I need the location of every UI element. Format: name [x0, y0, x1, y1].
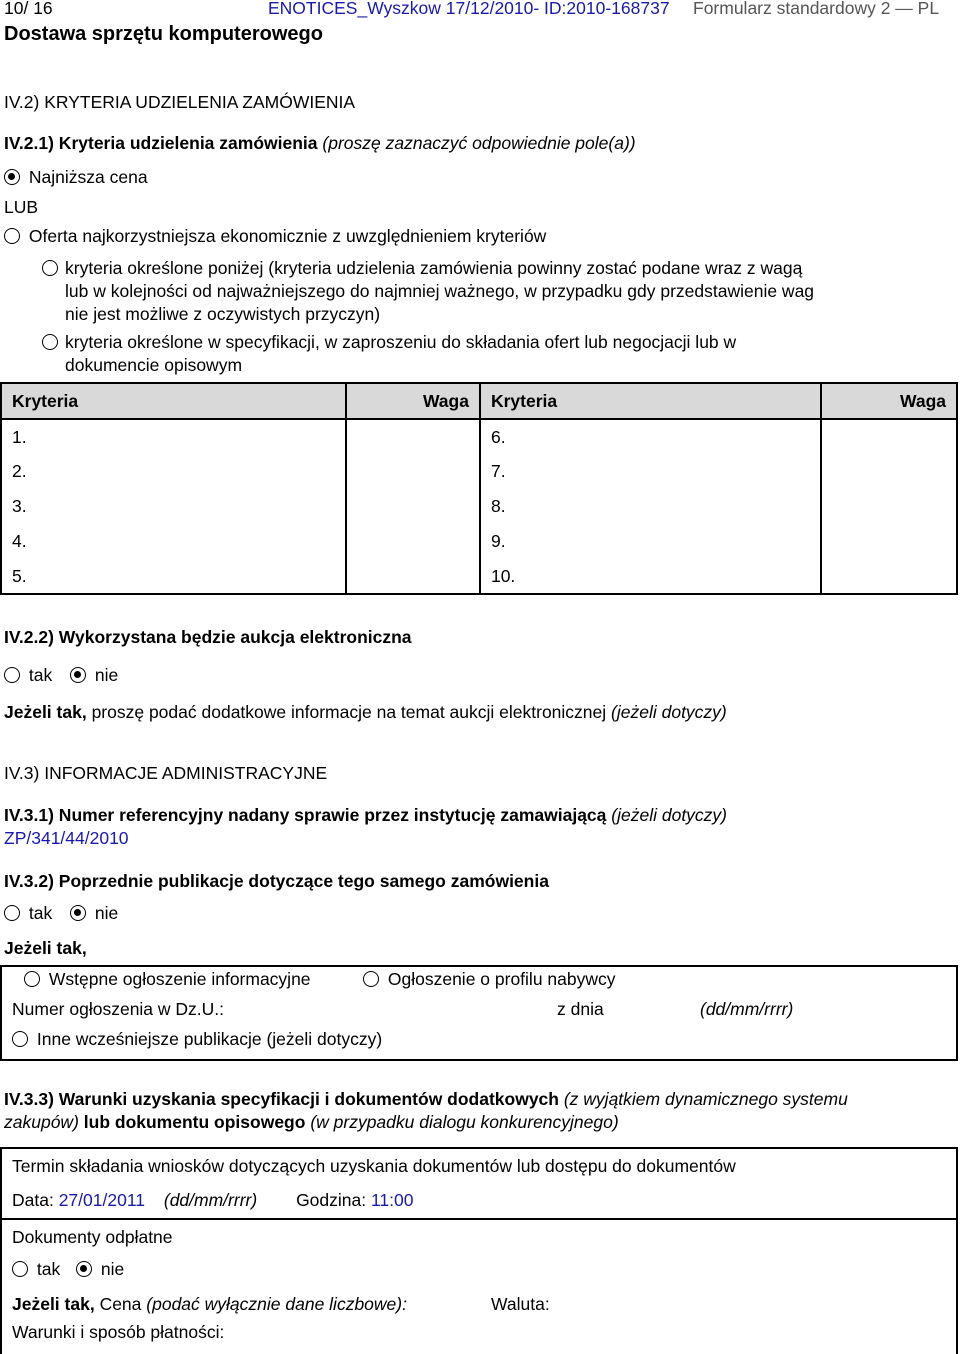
buyer-profile-notice-label: Ogłoszenie o profilu nabywcy: [387, 969, 616, 989]
radio-empty-icon[interactable]: [42, 260, 58, 276]
notice-id: ENOTICES_Wyszkow 17/12/2010- ID:2010-168737: [268, 0, 670, 18]
table-row: [1, 524, 957, 559]
prev-if-yes: Jeżeli tak,: [4, 938, 87, 958]
radio-empty-icon[interactable]: [42, 334, 58, 350]
criteria-number: 7.: [490, 461, 506, 481]
prev-yes-option[interactable]: [4, 903, 52, 924]
criteria-number: 2.: [1, 454, 346, 489]
table-row: [1, 454, 957, 489]
conditions-heading-line2: [4, 1112, 619, 1133]
criteria-number: 10.: [480, 559, 821, 594]
paid-yes-option[interactable]: [12, 1259, 60, 1280]
radio-empty-icon[interactable]: [4, 228, 20, 244]
criteria-table: [0, 382, 958, 595]
conditions-heading: [4, 1089, 848, 1110]
weight-cell[interactable]: [821, 419, 957, 454]
criteria-number: 4.: [1, 524, 346, 559]
criteria-col-header: Kryteria: [1, 383, 346, 419]
sub-option-2-line2: dokumencie opisowym: [65, 355, 243, 375]
conditions-note-2: zakupów): [4, 1112, 79, 1132]
prev-no-option[interactable]: [70, 903, 118, 924]
prev-publications-heading: IV.3.2) Poprzednie publikacje dotyczące tego samego zamówienia: [4, 871, 549, 891]
radio-empty-icon[interactable]: [4, 667, 20, 683]
weight-col-header: Waga: [821, 383, 957, 419]
conditions-bold-2: lub dokumentu opisowego: [83, 1112, 306, 1132]
deadline-date-row: [12, 1190, 413, 1211]
criteria-number: 1.: [1, 419, 346, 454]
option-best-offer-label: Oferta najkorzystniejsza ekonomicznie z uwzględnieniem kryteriów: [28, 226, 547, 246]
page-number: 10/ 16: [4, 0, 53, 18]
radio-selected-icon[interactable]: [76, 1261, 92, 1277]
auction-yes-option[interactable]: [4, 665, 52, 686]
conditions-note-1: (z wyjątkiem dynamicznego systemu: [563, 1089, 848, 1109]
radio-selected-icon[interactable]: [70, 905, 86, 921]
criteria-number: 9.: [490, 531, 506, 551]
radio-selected-icon[interactable]: [70, 667, 86, 683]
price-row: [12, 1294, 407, 1315]
sub-option-criteria-below[interactable]: [42, 258, 58, 279]
paid-docs-divider: [0, 1218, 958, 1220]
date-format-hint: (dd/mm/rrrr): [700, 999, 794, 1019]
auction-heading: IV.2.2) Wykorzystana będzie aukcja elektroniczna: [4, 627, 412, 647]
prior-info-notice-label: Wstępne ogłoszenie informacyjne: [48, 969, 311, 989]
currency-label: Waluta:: [491, 1294, 550, 1314]
ref-heading: [4, 805, 727, 826]
criteria-heading: [4, 133, 636, 154]
radio-empty-icon[interactable]: [363, 971, 379, 987]
auction-no-label: nie: [94, 665, 119, 685]
sub-option-1-line2: lub w kolejności od najważniejszego do najmniej ważnego, w przypadku gdy przedstawienie wag: [65, 281, 815, 301]
auction-yes-label: tak: [28, 665, 53, 685]
ref-number-value: ZP/341/44/2010: [4, 828, 129, 848]
deadline-date-format: (dd/mm/rrrr): [163, 1190, 258, 1210]
ref-heading-label: IV.3.1) Numer referencyjny nadany sprawie przez instytucję zamawiającą: [4, 805, 607, 825]
auction-if-yes: [4, 702, 727, 723]
form-type: Formularz standardowy 2 — PL: [693, 0, 940, 18]
price-label: Cena: [94, 1294, 142, 1314]
auction-if-yes-note: (jeżeli dotyczy): [611, 702, 727, 722]
table-row: [1, 419, 957, 454]
table-row: [1, 489, 957, 524]
sub-option-1-line1: kryteria określone poniżej (kryteria udzielenia zamówienia powinny zostać podane wraz z wagą: [65, 258, 803, 278]
price-if-yes: Jeżeli tak,: [12, 1294, 95, 1314]
sub-option-2-line1: kryteria określone w specyfikacji, w zaproszeniu do składania ofert lub negocjacji lub w: [65, 332, 737, 352]
weight-cell[interactable]: [346, 454, 480, 489]
section-iv3-heading: IV.3) INFORMACJE ADMINISTRACYJNE: [4, 763, 328, 783]
price-note: (podać wyłącznie dane liczbowe):: [146, 1294, 407, 1314]
criteria-number: 8.: [490, 496, 506, 516]
conditions-note-3: (w przypadku dialogu konkurencyjnego): [310, 1112, 619, 1132]
payment-terms-label: Warunki i sposób płatności:: [12, 1322, 225, 1342]
sub-option-criteria-spec[interactable]: [42, 332, 58, 353]
ref-heading-note: (jeżeli dotyczy): [611, 805, 728, 825]
document-title: Dostawa sprzętu komputerowego: [4, 23, 323, 45]
radio-empty-icon[interactable]: [4, 905, 20, 921]
sub-option-1-line3: nie jest możliwe z oczywistych przyczyn): [65, 304, 381, 324]
auction-if-yes-text: proszę podać dodatkowe informacje na temat aukcji elektronicznej: [86, 702, 607, 722]
other-publications-option[interactable]: [12, 1029, 382, 1050]
criteria-heading-label: IV.2.1) Kryteria udzielenia zamówienia: [4, 133, 318, 153]
paid-yes-label: tak: [36, 1259, 61, 1279]
or-label: LUB: [4, 197, 39, 217]
from-date-label: z dnia: [557, 999, 604, 1019]
criteria-table-header: [1, 383, 957, 419]
weight-cell[interactable]: [821, 489, 957, 524]
prev-no-label: nie: [94, 903, 119, 923]
date-label: Data:: [12, 1190, 54, 1210]
criteria-heading-note: (proszę zaznaczyć odpowiednie pole(a)): [322, 133, 636, 153]
paid-no-label: nie: [100, 1259, 125, 1279]
deadline-label: Termin składania wniosków dotyczących uzyskania dokumentów lub dostępu do dokumentów: [12, 1156, 736, 1176]
time-value: 11:00: [370, 1190, 414, 1210]
radio-empty-icon[interactable]: [12, 1261, 28, 1277]
criteria-number: 5.: [1, 559, 346, 594]
weight-cell[interactable]: [346, 489, 480, 524]
option-lowest-price-label: Najniższa cena: [28, 167, 148, 187]
weight-cell[interactable]: [346, 559, 480, 594]
auction-if-yes-bold: Jeżeli tak,: [4, 702, 87, 722]
date-value: 27/01/2011: [58, 1190, 145, 1210]
weight-cell[interactable]: [821, 559, 957, 594]
auction-no-option[interactable]: [70, 665, 118, 686]
paid-no-option[interactable]: [76, 1259, 124, 1280]
conditions-heading-label: IV.3.3) Warunki uzyskania specyfikacji i dokumentów dodatkowych: [4, 1089, 559, 1109]
weight-col-header: Waga: [346, 383, 480, 419]
other-publications-label: Inne wcześniejsze publikacje (jeżeli dotyczy): [36, 1029, 383, 1049]
paid-docs-label: Dokumenty odpłatne: [12, 1227, 173, 1247]
weight-cell[interactable]: [346, 419, 480, 454]
criteria-number: 3.: [1, 489, 346, 524]
section-iv2-heading: IV.2) KRYTERIA UDZIELENIA ZAMÓWIENIA: [4, 92, 356, 112]
criteria-col-header: Kryteria: [480, 383, 821, 419]
time-label: Godzina:: [296, 1190, 367, 1210]
weight-cell[interactable]: [821, 454, 957, 489]
radio-empty-icon[interactable]: [12, 1031, 28, 1047]
option-best-offer[interactable]: [4, 226, 546, 247]
radio-empty-icon[interactable]: [24, 971, 40, 987]
table-row: [1, 559, 957, 594]
prior-info-notice-option[interactable]: [24, 969, 311, 990]
notice-number-label: Numer ogłoszenia w Dz.U.:: [12, 999, 225, 1019]
option-lowest-price[interactable]: [4, 167, 148, 188]
radio-selected-icon[interactable]: [4, 169, 20, 185]
criteria-number: 6.: [490, 426, 506, 447]
weight-cell[interactable]: [346, 524, 480, 559]
prev-yes-label: tak: [28, 903, 53, 923]
buyer-profile-notice-option[interactable]: [363, 969, 616, 990]
weight-cell[interactable]: [821, 524, 957, 559]
